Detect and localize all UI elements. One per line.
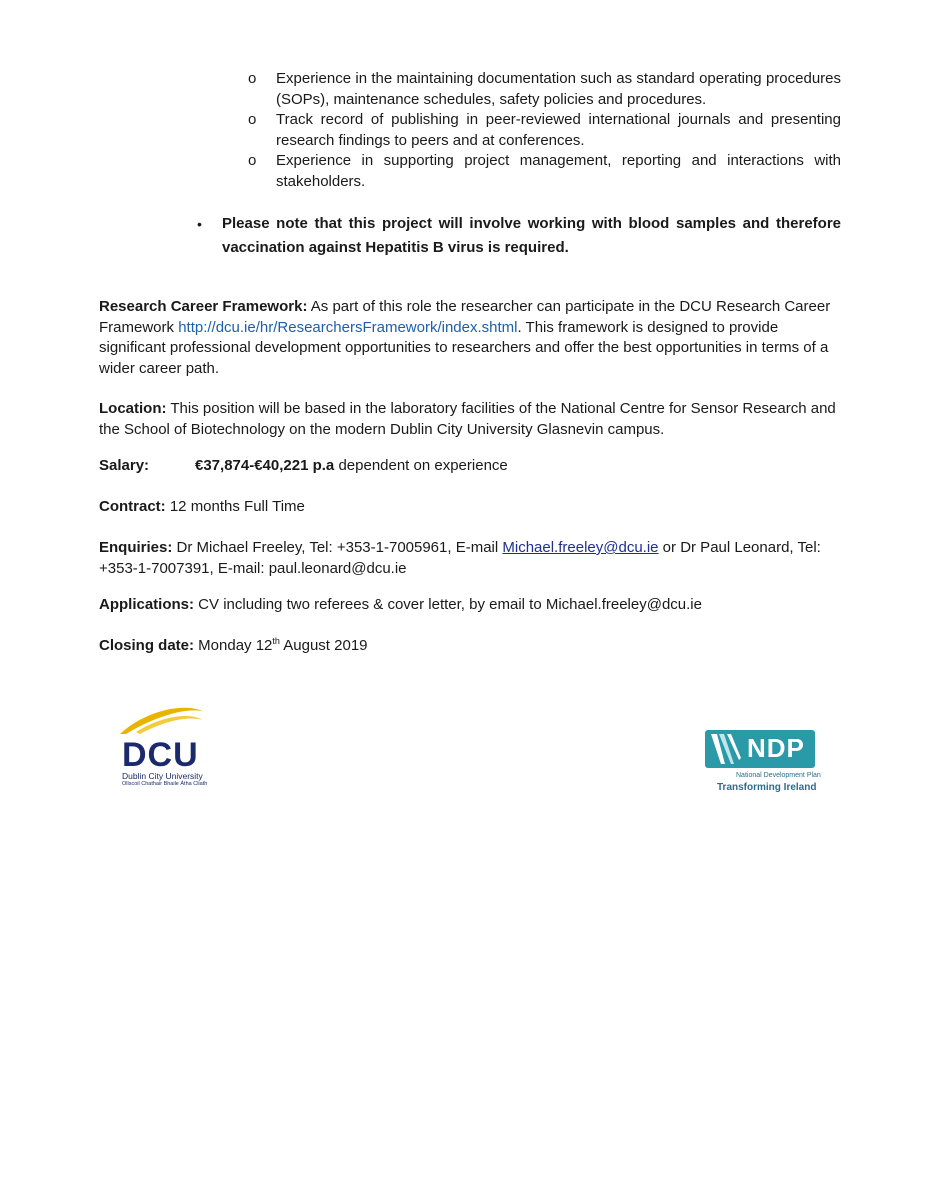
location-label: Location: (99, 400, 167, 417)
ndp-tagline: Transforming Ireland (717, 782, 817, 793)
vaccination-note (197, 212, 841, 260)
enquiries-paragraph (99, 538, 841, 579)
ndp-logo (705, 730, 821, 796)
location-paragraph (99, 399, 841, 440)
vaccination-note-text: Please note that this project will involve working with blood samples and therefore vaccination against Hepatitis B virus is required. (222, 215, 841, 256)
salary-label: Salary: (99, 457, 150, 474)
list-item-text: Track record of publishing in peer-reviewed international journals and presenting research findings to peers and at conferences. (276, 111, 841, 149)
dcu-letters: DCU (122, 736, 199, 774)
dcu-logo (116, 704, 216, 790)
closing-date-rest: August 2019 (279, 637, 368, 654)
applications-text: CV including two referees & cover letter, by email to Michael.freeley@dcu.ie (194, 596, 702, 613)
contract-text: 12 months Full Time (165, 498, 305, 515)
closing-date-day: Monday 12 (194, 637, 273, 654)
list-item-text: Experience in supporting project management, reporting and interactions with stakeholders. (276, 152, 841, 190)
location-text: This position will be based in the laboratory facilities of the National Centre for Sensor Research and the School of Biotechnology on the modern Dublin City University Glasnevin campus. (99, 400, 836, 438)
harp-icon (707, 730, 747, 768)
salary-paragraph (99, 456, 841, 477)
contract-paragraph (99, 497, 841, 518)
salary-text: dependent on experience (334, 457, 508, 474)
research-career-paragraph (99, 297, 841, 379)
circle-bullet-icon: o (248, 111, 257, 128)
circle-bullet-icon: o (248, 70, 257, 87)
enquiries-text-before: Dr Michael Freeley, Tel: +353-1-7005961, E-mail (172, 539, 503, 556)
research-career-text-after: . This framework is designed to provide significant professional development opportunities to researchers and offer the best opportunities in terms of a wider career path. (99, 318, 829, 377)
salary-amount: €37,874-€40,221 p.a (195, 457, 335, 474)
email-link[interactable]: Michael.freeley@dcu.ie (502, 539, 659, 556)
dcu-name: Dublin City University (122, 771, 203, 781)
applications-label: Applications: (99, 596, 195, 613)
bullet-icon: • (197, 216, 202, 232)
list-item (248, 69, 841, 110)
circle-bullet-icon: o (248, 152, 257, 169)
contract-label: Contract: (99, 498, 166, 515)
research-career-label: Research Career Framework: (99, 298, 308, 315)
closing-date-paragraph (99, 636, 841, 657)
framework-link[interactable]: http://dcu.ie/hr/ResearchersFramework/index.shtml (178, 318, 518, 336)
closing-date-label: Closing date: (99, 637, 195, 654)
enquiries-label: Enquiries: (99, 539, 173, 556)
ndp-subtitle: National Development Plan (736, 772, 821, 779)
requirements-sub-list (248, 69, 841, 192)
research-career-text-before: As part of this role the researcher can participate in the DCU Research Career Framework (99, 298, 831, 336)
closing-date-suffix: th (272, 636, 280, 646)
list-item (248, 151, 841, 192)
ndp-badge (705, 730, 815, 768)
enquiries-text-after: or Dr Paul Leonard, Tel: +353-1-7007391, E-mail: paul.leonard@dcu.ie (99, 539, 821, 577)
ndp-letters: NDP (747, 733, 805, 763)
list-item (248, 110, 841, 151)
dcu-irish-name: Ollscoil Chathair Bhaile Átha Cliath (122, 781, 208, 787)
list-item-text: Experience in the maintaining documentation such as standard operating procedures (SOPs), maintenance schedules, safety policies and procedures. (276, 70, 841, 108)
applications-paragraph (99, 595, 841, 616)
